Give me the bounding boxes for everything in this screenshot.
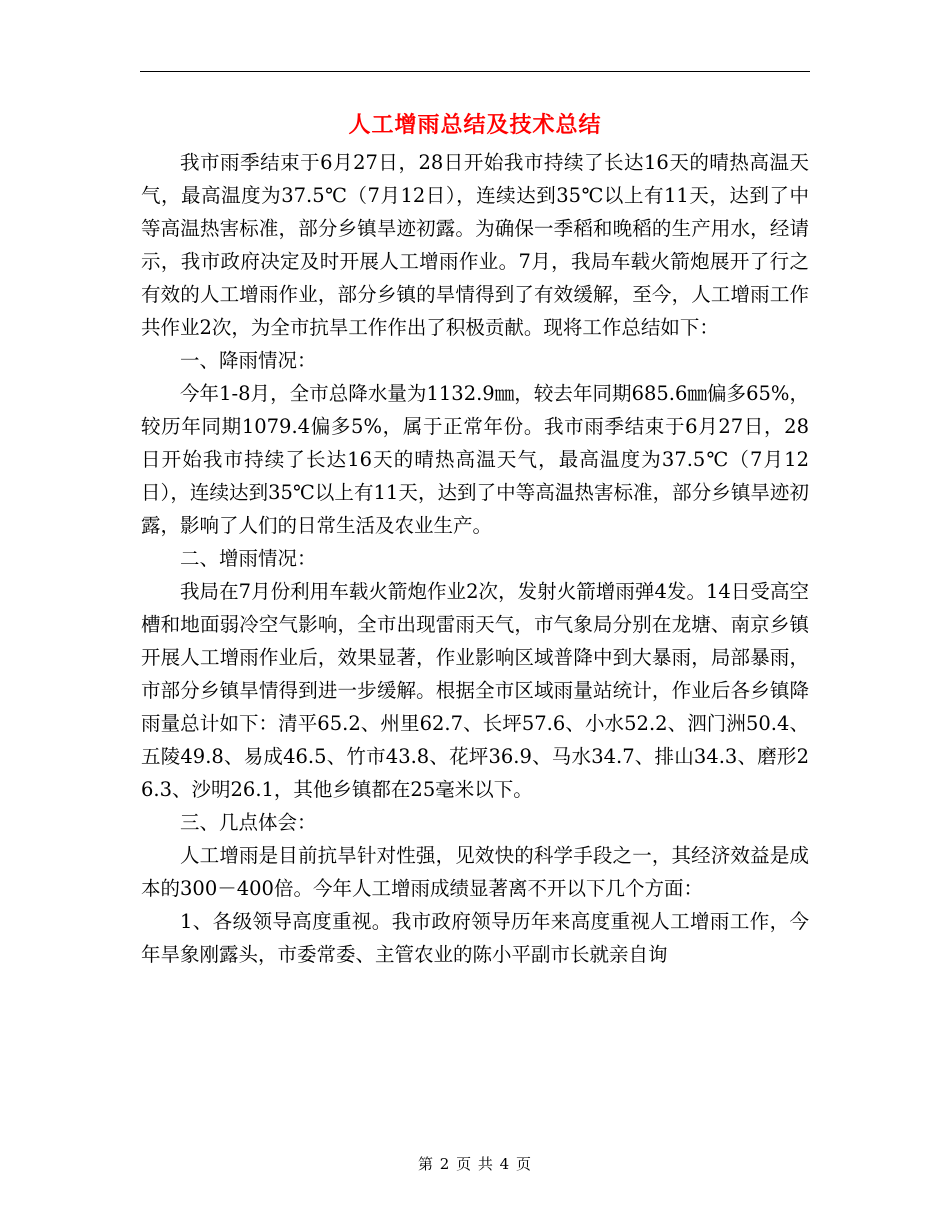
paragraph-experiences: 人工增雨是目前抗旱针对性强，见效快的科学手段之一，其经济效益是成本的300－400倍。今年人工增雨成绩显著离不开以下几个方面： bbox=[141, 844, 809, 900]
section-heading-experiences: 三、几点体会： bbox=[180, 811, 317, 834]
page-footer: 第 2 页 共 4 页 bbox=[418, 1155, 532, 1173]
section-heading-rain-enhancement: 二、增雨情况： bbox=[180, 547, 317, 570]
paragraph-intro: 我市雨季结束于6月27日，28日开始我市持续了长达16天的晴热高温天气，最高温度为37.5℃（7月12日），连续达到35℃以上有11天，达到了中等高温热害标准，部分乡镇旱迹初露。为确保一季稻和晚稻的生产用水，经请示，我市政府决定及时开展人工增雨作业。7月，我局车载火箭炮展开了行之有效的人工增雨作业，部分乡镇的旱情得到了有效缓解，至今，人工增雨工作共作业2次，为全市抗旱工作作出了积极贡献。现将工作总结如下： bbox=[141, 151, 809, 339]
section-heading-rainfall: 一、降雨情况： bbox=[180, 349, 317, 372]
document-body bbox=[141, 107, 809, 971]
paragraph-rainfall: 今年1-8月，全市总降水量为1132.9㎜，较去年同期685.6㎜偏多65%，较历年同期1079.4偏多5%，属于正常年份。我市雨季结束于6月27日，28日开始我市持续了长达16天的晴热高温天气，最高温度为37.5℃（7月12日），连续达到35℃以上有11天，达到了中等高温热害标准，部分乡镇旱迹初露，影响了人们的日常生活及农业生产。 bbox=[141, 382, 809, 537]
paragraph-leadership: 1、各级领导高度重视。我市政府领导历年来高度重视人工增雨工作，今年旱象刚露头，市委常委、主管农业的陈小平副市长就亲自询 bbox=[141, 910, 809, 966]
header-rule bbox=[140, 71, 810, 72]
document-title: 人工增雨总结及技术总结 bbox=[348, 112, 602, 138]
paragraph-rain-enhancement: 我局在7月份利用车载火箭炮作业2次，发射火箭增雨弹4发。14日受高空槽和地面弱冷空气影响，全市出现雷雨天气，市气象局分别在龙塘、南京乡镇开展人工增雨作业后，效果显著，作业影响区域普降中到大暴雨，局部暴雨，市部分乡镇旱情得到进一步缓解。根据全市区域雨量站统计，作业后各乡镇降雨量总计如下：清平65.2、州里62.7、长坪57.6、小水52.2、泗门洲50.4、五陵49.8、易成46.5、竹市43.8、花坪36.9、马水34.7、排山34.3、磨形26.3、沙明26.1，其他乡镇都在25毫米以下。 bbox=[141, 580, 809, 801]
